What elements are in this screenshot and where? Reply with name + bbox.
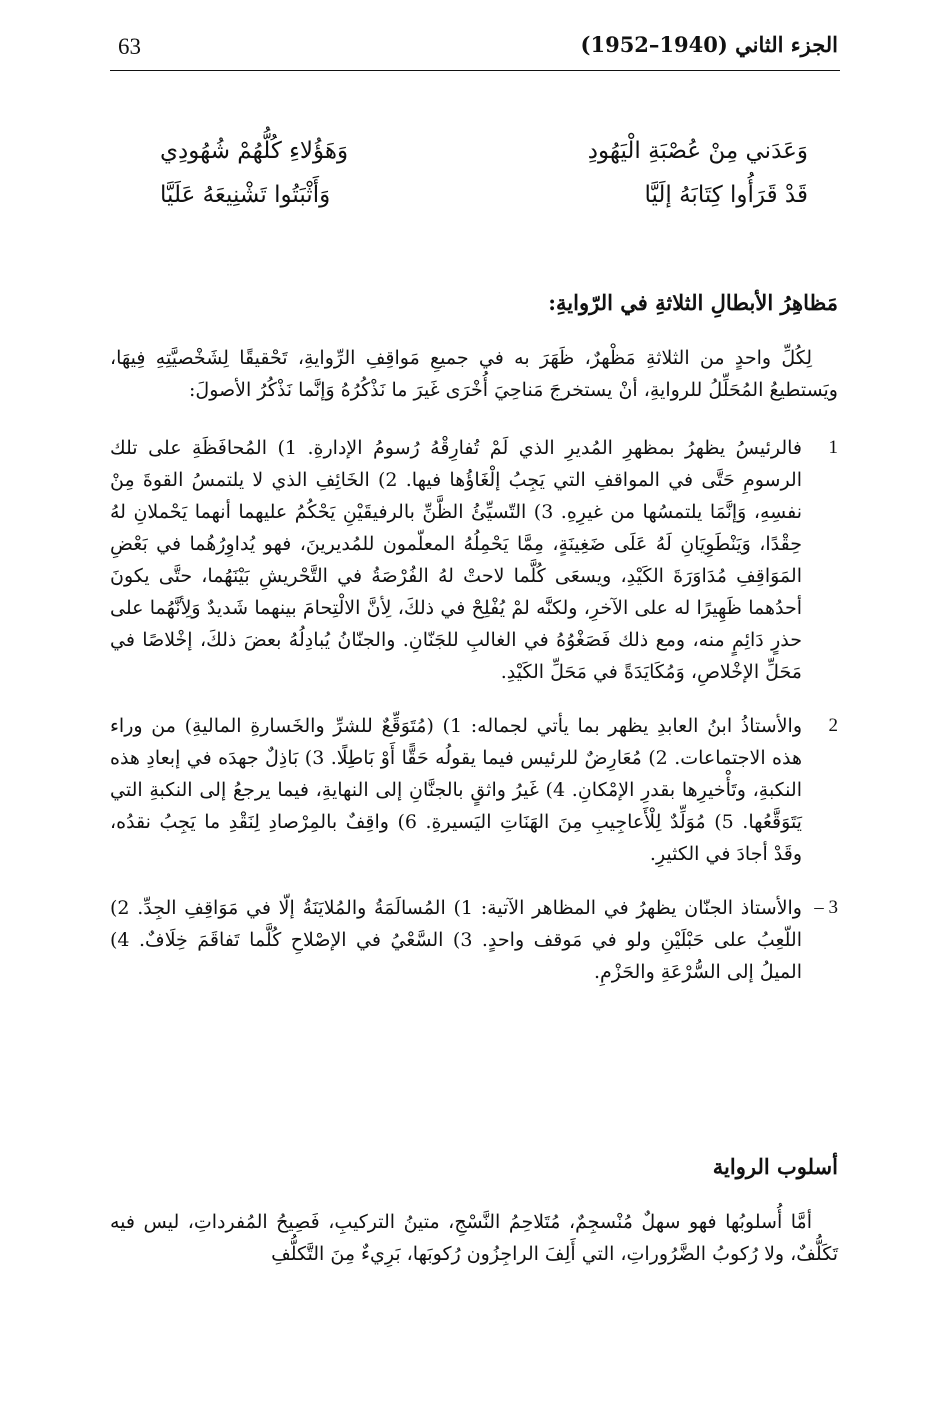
verse-line bbox=[160, 138, 808, 182]
list-number: 1 bbox=[828, 437, 838, 458]
section-heading: أسلوب الرواية bbox=[712, 1154, 838, 1179]
list-item bbox=[110, 432, 838, 688]
verse-second-hemistich: وَهَؤُلاءِ كُلُّهُمْ شُهُودِي bbox=[160, 138, 349, 164]
verse-block bbox=[160, 138, 808, 226]
section-characters bbox=[110, 288, 838, 1010]
verse-second-hemistich: وَأَثْبَتُوا تَشْنِيعَهُ عَلَيَّا bbox=[160, 182, 331, 208]
list-item bbox=[110, 710, 838, 870]
section-paragraph: أمَّا أُسلوبُها فهو سهلٌ مُنْسجِمٌ، مُتَلاحِمُ النَّسْجِ، متينُ التركيبِ، فَصِيحُ المُفرداتِ، ليس فيه تَكَلُّفٌ، ولا رُكوبُ الضَّرُوراتِ، التي أَلِفَ الراجِزُون رُكوبَها، بَرِيءٌ مِنَ التَّكلُّفِ bbox=[110, 1211, 838, 1265]
list-text: والأستاذ الجنّان يظهرُ في المظاهر الآتية: 1) المُسالَمَةُ والمُلايَنَةُ إلّا في مَوَاقِفِ الجِدِّ. 2) اللّعِبُ على حَبْلَيْنِ ولو في مَوقف واحدٍ. 3) السَّعْيُ في الإصْلاحِ كُلَّما تَفاقَمَ خِلَافٌ. 4) الميلُ إلى السُّرْعَةِ والحَزْمِ. bbox=[110, 897, 802, 983]
running-header bbox=[118, 30, 838, 66]
list-text: فالرئيسُ يظهرُ بمظهرِ المُديرِ الذي لَمْ تُفارِقْهُ رُسومُ الإدارةِ. 1) المُحافَظَةِ على تلك الرسومِ حَتَّى في المواقفِ التي يَجِبُ إلْغَاؤُها فيها. 2) الخَائِفِ الذي لا يلتمسُ القوةَ مِنْ نفسِهِ، وَإنَّمَا يلتمسُها من غيرِهِ. 3) التّسيِّئُ الظَّنِّ بالرفيقَيْنِ يَحْكُمُ عليهما أنهما يَحْملانِ لهُ حِقْدًا، وَيَنْطَوِيَانِ لَهُ عَلَى ضَغِينَةٍ، مِمَّا يَحْمِلُهُ المعلّمون للمُديرينَ، فهو يُداوِرُهُما في بَعْضِ المَوَاقِفِ مُدَاوَرَةَ الكَيْدِ، ويسعَى كُلَّما لاحتْ لهُ الفُرْصَةُ في التَّحْريشِ بَيْنَهُما، حتَّى يكونَ أحدُهما ظَهِيرًا له على الآخرِ، ولكنَّه لمْ يُفْلِحْ في ذلكَ، لِأنَّ الالْتِحامَ بينهما شَديدٌ وَلِأنَّهُما على حذرٍ دَائِمٍ منه، ومع ذلك فَصَغْوُهُ في الغالبِ للجَنّانِ. والجنّانُ يُبادِلُهُ بعضَ ذلكَ، إخْلاصًا في مَحَلِّ الإخْلاصِ، وَمُكَايَدَةً في مَحَلِّ الكَيْدِ. bbox=[110, 437, 803, 683]
section-intro: لِكُلِّ واحدٍ من الثلاثةِ مَظْهرٌ، ظَهَرَ به في جميعِ مَواقِفِ الرِّوايةِ، تَحْقيقًا لِشَخْصيَّتِهِ فِيهَا، ويَستطيعُ المُحَلِّلُ للروايةِ، أنْ يستخرجَ مَناحِيَ أُخْرَى غَيرَ ما نَذْكُرُهُ وَإنَّما نَذْكُرُ الأصولَ: bbox=[110, 347, 838, 401]
verse-line bbox=[160, 182, 808, 226]
verse-first-hemistich: وَعَدَني مِنْ عُصْبَةِ الْيَهُودِ bbox=[587, 138, 808, 164]
verse-first-hemistich: قَدْ قَرَأُوا كِتَابَهُ إلَيَّا bbox=[644, 182, 808, 208]
section-heading: مَظاهِرُ الأبطالِ الثلاثةِ في الرّوايةِ: bbox=[548, 290, 838, 315]
list-number: 2 bbox=[828, 715, 838, 736]
characters-list bbox=[110, 432, 838, 988]
list-item bbox=[110, 892, 838, 988]
section-style bbox=[110, 1152, 838, 1270]
list-number: 3 – bbox=[814, 897, 838, 918]
page-number: 63 bbox=[118, 34, 141, 59]
running-title: الجزء الثاني (1940–1952) bbox=[580, 32, 838, 57]
list-text: والأستاذُ ابنُ العابدِ يظهر بما يأتي لجماله: 1) (مُتَوَقِّعٌ للشرِّ والخَسارةِ الماليةِ) من وراء هذه الاجتماعات. 2) مُعَارِضٌ للرئيس فيما يقولُه حَقًّا أَوْ بَاطِلًا. 3) بَاذِلٌ جهدَه في إبعادِ هذه النكبةِ، وتَأْخيرِها بقدرِ الإمْكانِ. 4) غَيرُ واثقٍ بالجنَّانِ إلى النهايةِ، فيما يرجعُ إلى النكبةِ التي يَتَوَقَّعُها. 5) مُوَلِّدٌ لِلْأَعاجِيبِ مِنَ الهَنَاتِ اليَسيرةِ. 6) واقِفٌ بالمِرْصادِ لِنَقْدِ ما يَجِبُ نقدُه، وقَدْ أجادَ في الكثيرِ. bbox=[110, 715, 802, 865]
header-rule bbox=[110, 70, 840, 71]
